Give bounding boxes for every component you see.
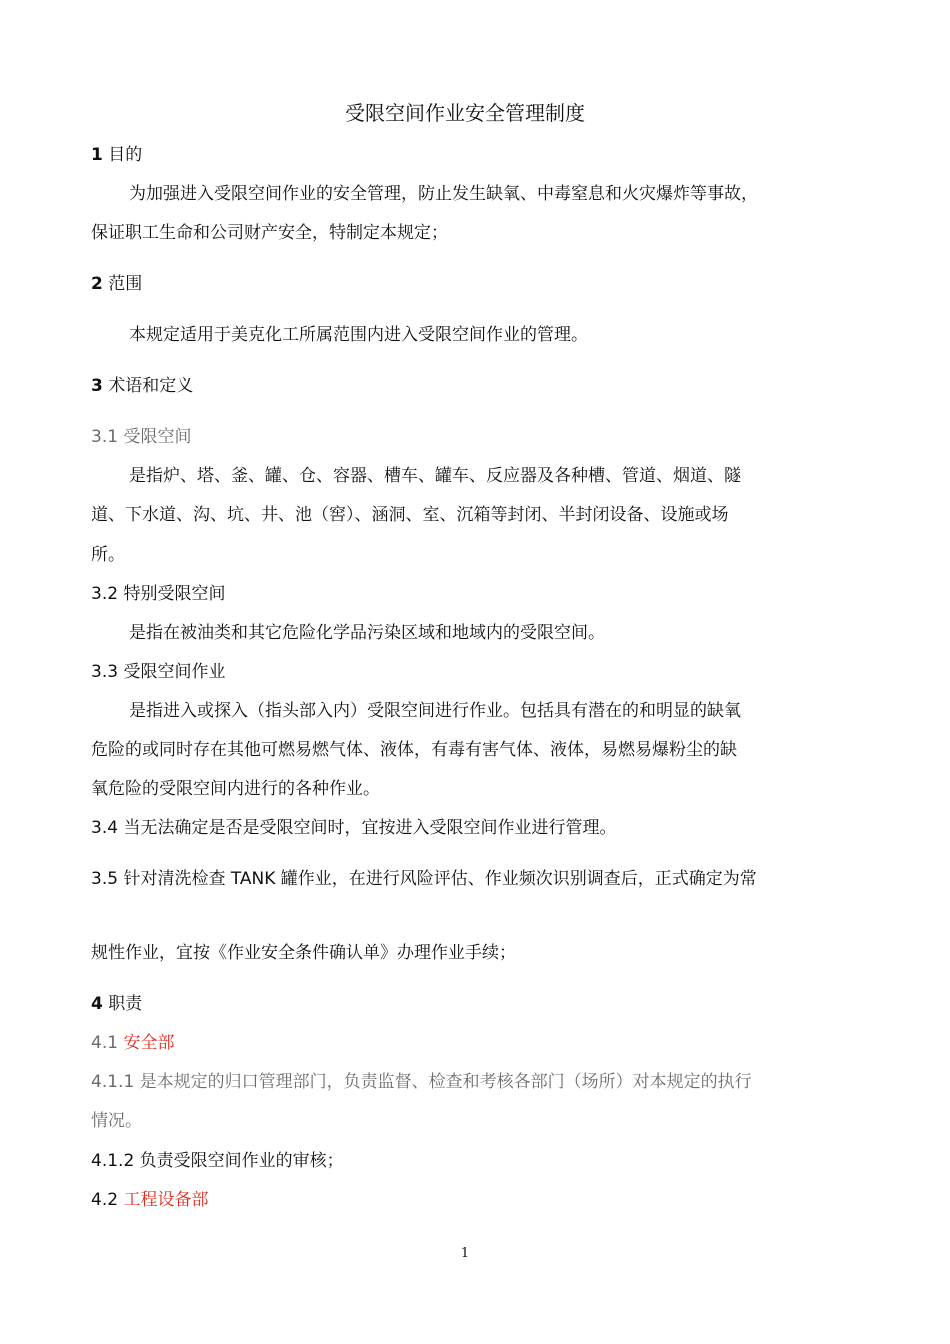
subsection-4-1-2: 4.1.2 负责受限空间作业的审核； xyxy=(91,1151,344,1171)
section-2-heading xyxy=(91,272,142,296)
subsection-4-2-heading xyxy=(91,1188,208,1212)
document-title: 受限空间作业安全管理制度 xyxy=(345,101,585,125)
paragraph-line: 是指在被油类和其它危险化学品污染区域和地域内的受限空间。 xyxy=(129,623,605,643)
paragraph-line: 为加强进入受限空间作业的安全管理，防止发生缺氧、中毒窒息和火灾爆炸等事故， xyxy=(129,184,758,204)
paragraph-line: 本规定适用于美克化工所属范围内进入受限空间作业的管理。 xyxy=(129,325,588,345)
subsection-3-1-heading: 3.1 受限空间 xyxy=(91,427,192,447)
section-label: 术语和定义 xyxy=(108,376,194,396)
subsection-number: 4.2 xyxy=(91,1190,119,1210)
paragraph-line: 4.1.1 是本规定的归口管理部门，负责监督、检查和考核各部门（场所）对本规定的执行 xyxy=(91,1072,752,1092)
section-1-heading xyxy=(91,143,142,167)
page-number: 1 xyxy=(460,1246,470,1261)
subsection-3-4: 3.4 当无法确定是否是受限空间时，宜按进入受限空间作业进行管理。 xyxy=(91,818,617,838)
section-4-heading xyxy=(91,992,142,1016)
paragraph-line: 情况。 xyxy=(91,1111,142,1131)
paragraph-line: 危险的或同时存在其他可燃易燃气体、液体，有毒有害气体、液体，易燃易爆粉尘的缺 xyxy=(91,740,737,760)
subsection-3-5-line1: 3.5 针对清洗检查 TANK 罐作业，在进行风险评估、作业频次识别调查后，正式确定为常 xyxy=(91,869,757,889)
section-label: 目的 xyxy=(108,145,143,165)
subsection-label: 工程设备部 xyxy=(123,1190,209,1210)
subsection-4-1-heading xyxy=(91,1031,174,1055)
paragraph-line: 是指炉、塔、釜、罐、仓、容器、槽车、罐车、反应器及各种槽、管道、烟道、隧 xyxy=(129,466,741,486)
paragraph-line: 氧危险的受限空间内进行的各种作业。 xyxy=(91,779,380,799)
section-3-heading xyxy=(91,374,193,398)
subsection-3-3-heading: 3.3 受限空间作业 xyxy=(91,662,226,682)
paragraph-line: 是指进入或探入（指头部入内）受限空间进行作业。包括具有潜在的和明显的缺氧 xyxy=(129,701,741,721)
paragraph-line: 所。 xyxy=(91,545,125,565)
subsection-number: 4.1 xyxy=(91,1033,119,1053)
subsection-3-5-line2: 规性作业，宜按《作业安全条件确认单》办理作业手续； xyxy=(91,943,516,963)
subsection-label: 安全部 xyxy=(123,1033,175,1053)
section-label: 职责 xyxy=(108,994,143,1014)
section-number: 4 xyxy=(91,994,103,1014)
section-number: 2 xyxy=(91,274,103,294)
paragraph-line: 道、下水道、沟、坑、井、池（窖）、涵洞、室、沉箱等封闭、半封闭设备、设施或场 xyxy=(91,505,729,525)
section-label: 范围 xyxy=(108,274,143,294)
section-number: 1 xyxy=(91,145,103,165)
paragraph-line: 保证职工生命和公司财产安全，特制定本规定； xyxy=(91,223,448,243)
subsection-3-2-heading: 3.2 特别受限空间 xyxy=(91,584,226,604)
section-number: 3 xyxy=(91,376,103,396)
